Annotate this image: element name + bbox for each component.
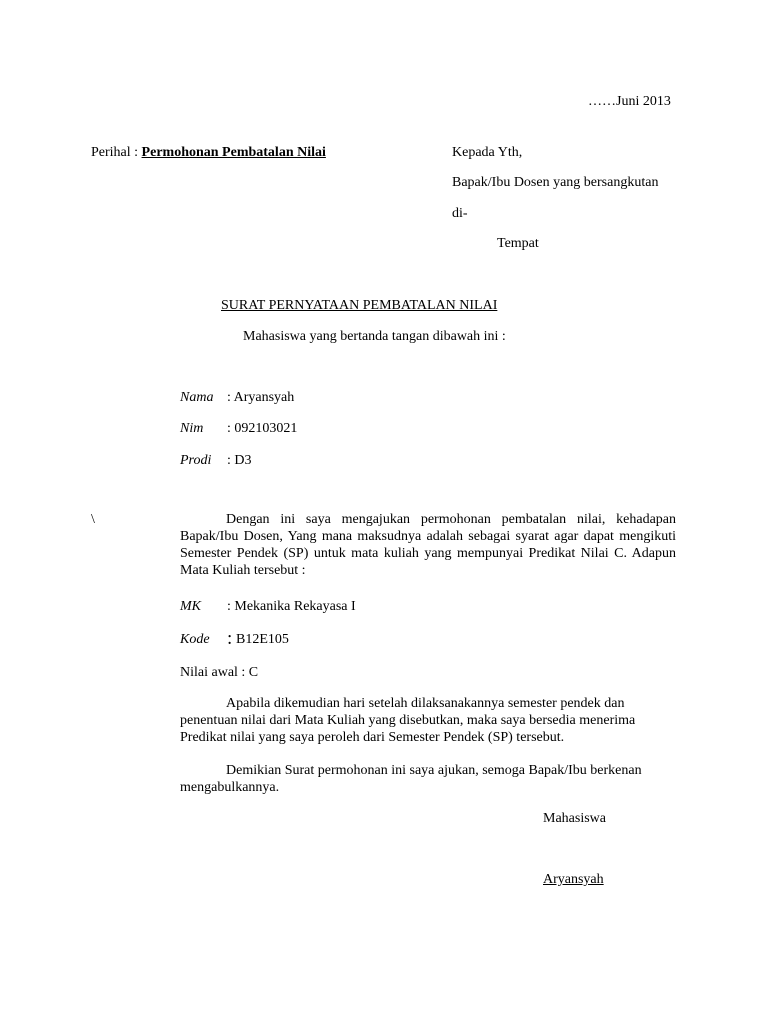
body-paragraph-1: Dengan ini saya mengajukan permohonan pembatalan nilai, kehadapan Bapak/Ibu Dosen, Yang mana maksudnya adalah sebagai syarat agar dapat mengikuti Semester Pendek (SP) untuk mata kuliah yang mempunyai Predikat Nilai C. Adapun Mata Kuliah tersebut : bbox=[180, 512, 676, 578]
kode-label: Kode bbox=[180, 632, 210, 647]
perihal-value: Permohonan Pembatalan Nilai bbox=[141, 145, 326, 160]
addressee-line-2: Bapak/Ibu Dosen yang bersangkutan bbox=[452, 175, 659, 190]
letter-title: SURAT PERNYATAAN PEMBATALAN NILAI bbox=[221, 298, 498, 313]
mk-value: : Mekanika Rekayasa I bbox=[227, 599, 356, 614]
nim-value: : 092103021 bbox=[227, 421, 298, 436]
stray-backslash: \ bbox=[91, 512, 95, 527]
perihal-label: Perihal : bbox=[91, 145, 142, 160]
mk-label: MK bbox=[180, 599, 201, 614]
addressee-line-4: Tempat bbox=[497, 236, 539, 251]
signature-name: Aryansyah bbox=[543, 872, 604, 887]
kode-value: B12E105 bbox=[236, 632, 289, 647]
signature-role: Mahasiswa bbox=[543, 811, 606, 826]
nim-label: Nim bbox=[180, 421, 204, 436]
body-paragraph-2: Apabila dikemudian hari setelah dilaksanakannya semester pendek dan penentuan nilai dari Mata Kuliah yang disebutkan, maka saya bersedia menerima Predikat nilai yang saya peroleh dari Semester Pendek (SP) tersebut. bbox=[180, 696, 636, 745]
addressee-line-1: Kepada Yth, bbox=[452, 145, 523, 160]
kode-colon: : bbox=[227, 628, 233, 649]
addressee-line-3: di- bbox=[452, 206, 468, 221]
body-paragraph-3: Demikian Surat permohonan ini saya ajukan, semoga Bapak/Ibu berkenan mengabulkannya. bbox=[180, 763, 642, 795]
nama-label: Nama bbox=[180, 390, 214, 405]
nama-value: : Aryansyah bbox=[227, 390, 295, 405]
prodi-label: Prodi bbox=[180, 453, 212, 468]
perihal-line bbox=[91, 144, 326, 161]
nilai-awal: Nilai awal : C bbox=[180, 665, 259, 680]
intro-text: Mahasiswa yang bertanda tangan dibawah ini : bbox=[243, 329, 506, 344]
prodi-value: : D3 bbox=[227, 453, 252, 468]
letter-date: ……Juni 2013 bbox=[588, 94, 671, 109]
